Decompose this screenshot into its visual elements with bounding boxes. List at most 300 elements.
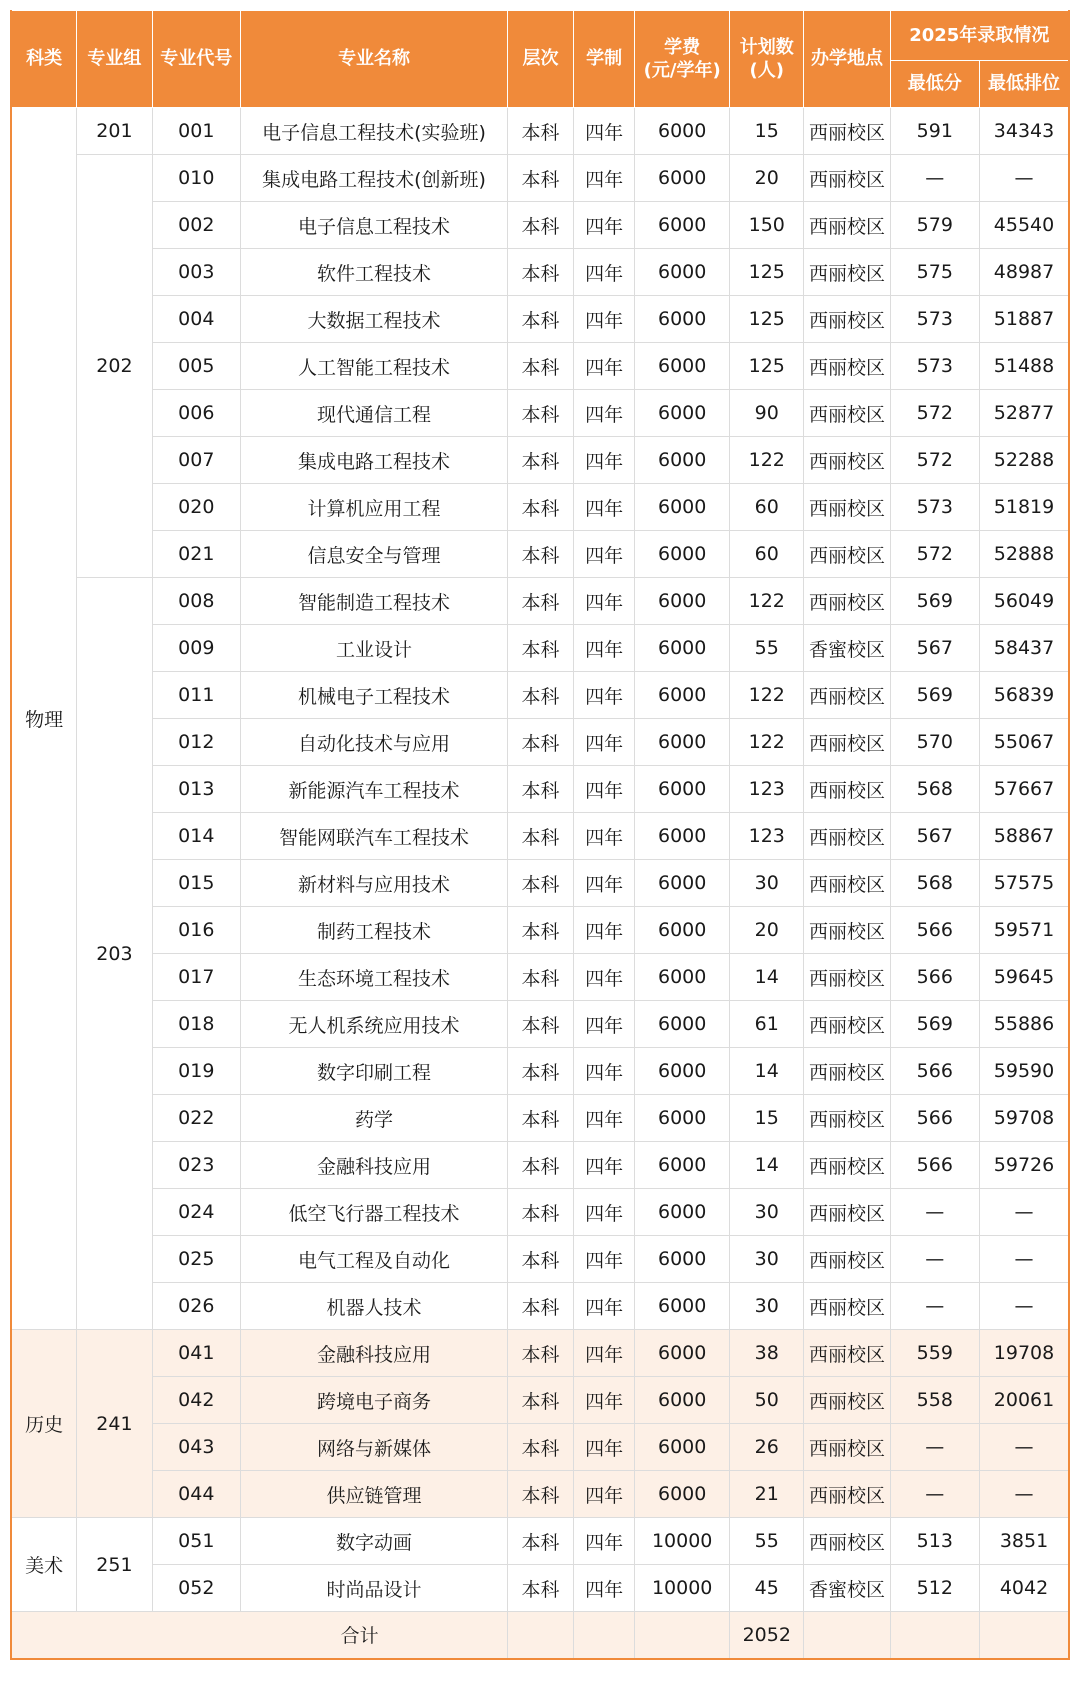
cell-name: 电气工程及自动化 — [240, 1236, 507, 1283]
cell-level: 本科 — [508, 1330, 574, 1377]
cell-group: 251 — [77, 1518, 152, 1612]
cell-code: 002 — [152, 202, 240, 249]
cell-plan: 30 — [730, 1236, 804, 1283]
cell-min-rank: 59726 — [980, 1142, 1069, 1189]
cell-campus: 西丽校区 — [804, 531, 890, 578]
cell-fee: 6000 — [635, 1142, 730, 1189]
cell-fee: 6000 — [635, 1001, 730, 1048]
cell-min-score: 512 — [890, 1565, 979, 1612]
cell-plan: 15 — [730, 1095, 804, 1142]
cell-fee: 6000 — [635, 1471, 730, 1518]
cell-code: 011 — [152, 672, 240, 719]
cell-code: 041 — [152, 1330, 240, 1377]
cell-level: 本科 — [508, 249, 574, 296]
cell-campus: 西丽校区 — [804, 155, 890, 202]
cell-plan: 45 — [730, 1565, 804, 1612]
cell-plan: 20 — [730, 155, 804, 202]
table-row — [11, 1471, 1069, 1518]
cell-code: 020 — [152, 484, 240, 531]
cell-code: 014 — [152, 813, 240, 860]
cell-campus: 西丽校区 — [804, 954, 890, 1001]
cell-level: 本科 — [508, 202, 574, 249]
cell-fee: 10000 — [635, 1518, 730, 1565]
cell-campus: 西丽校区 — [804, 1471, 890, 1518]
cell-min-score: 559 — [890, 1330, 979, 1377]
cell-level: 本科 — [508, 1283, 574, 1330]
cell-name: 新材料与应用技术 — [240, 860, 507, 907]
cell-name: 软件工程技术 — [240, 249, 507, 296]
header-name: 专业名称 — [240, 11, 507, 108]
cell-name: 跨境电子商务 — [240, 1377, 507, 1424]
cell-plan: 55 — [730, 1518, 804, 1565]
table-row — [11, 1283, 1069, 1330]
header-duration: 学制 — [573, 11, 634, 108]
cell-code: 007 — [152, 437, 240, 484]
cell-fee: 6000 — [635, 1048, 730, 1095]
cell-plan: 14 — [730, 954, 804, 1001]
cell-campus: 西丽校区 — [804, 860, 890, 907]
cell-level: 本科 — [508, 108, 574, 155]
cell-min-rank: 56049 — [980, 578, 1069, 625]
cell-min-score: 568 — [890, 860, 979, 907]
cell-min-rank: 59590 — [980, 1048, 1069, 1095]
cell-code: 019 — [152, 1048, 240, 1095]
cell-fee: 6000 — [635, 1189, 730, 1236]
table-row — [11, 1095, 1069, 1142]
cell-level: 本科 — [508, 343, 574, 390]
cell-plan: 122 — [730, 672, 804, 719]
table-row — [11, 625, 1069, 672]
header-code: 专业代号 — [152, 11, 240, 108]
table-row — [11, 484, 1069, 531]
cell-min-score: 566 — [890, 1048, 979, 1095]
cell-fee: 6000 — [635, 108, 730, 155]
cell-min-score: 575 — [890, 249, 979, 296]
cell-name: 低空飞行器工程技术 — [240, 1189, 507, 1236]
cell-subject: 物理 — [11, 108, 77, 1330]
total-level — [508, 1612, 574, 1659]
table-body — [11, 108, 1069, 1659]
cell-campus: 西丽校区 — [804, 202, 890, 249]
header-campus: 办学地点 — [804, 11, 890, 108]
total-fee — [635, 1612, 730, 1659]
table-row — [11, 155, 1069, 202]
cell-code: 051 — [152, 1518, 240, 1565]
admission-table — [10, 10, 1070, 1660]
cell-duration: 四年 — [573, 1001, 634, 1048]
cell-plan: 50 — [730, 1377, 804, 1424]
cell-name: 制药工程技术 — [240, 907, 507, 954]
cell-campus: 西丽校区 — [804, 1095, 890, 1142]
cell-min-rank: 56839 — [980, 672, 1069, 719]
header-plan: 计划数 (人) — [730, 11, 804, 108]
total-min-rank — [980, 1612, 1069, 1659]
cell-min-score: 569 — [890, 1001, 979, 1048]
cell-min-rank: 57667 — [980, 766, 1069, 813]
cell-min-score: 566 — [890, 954, 979, 1001]
cell-min-rank: 55067 — [980, 719, 1069, 766]
table-row — [11, 766, 1069, 813]
cell-name: 药学 — [240, 1095, 507, 1142]
cell-fee: 6000 — [635, 1330, 730, 1377]
cell-level: 本科 — [508, 625, 574, 672]
cell-campus: 西丽校区 — [804, 1001, 890, 1048]
table-row — [11, 1236, 1069, 1283]
cell-plan: 122 — [730, 437, 804, 484]
cell-level: 本科 — [508, 1095, 574, 1142]
cell-duration: 四年 — [573, 719, 634, 766]
cell-duration: 四年 — [573, 108, 634, 155]
cell-duration: 四年 — [573, 1565, 634, 1612]
cell-fee: 10000 — [635, 1565, 730, 1612]
cell-level: 本科 — [508, 484, 574, 531]
cell-min-score: 572 — [890, 437, 979, 484]
cell-code: 026 — [152, 1283, 240, 1330]
cell-campus: 西丽校区 — [804, 1142, 890, 1189]
cell-plan: 14 — [730, 1142, 804, 1189]
cell-code: 024 — [152, 1189, 240, 1236]
cell-level: 本科 — [508, 1518, 574, 1565]
table-row — [11, 907, 1069, 954]
cell-campus: 西丽校区 — [804, 484, 890, 531]
cell-name: 自动化技术与应用 — [240, 719, 507, 766]
total-label: 合计 — [11, 1612, 508, 1659]
cell-fee: 6000 — [635, 907, 730, 954]
cell-campus: 西丽校区 — [804, 1048, 890, 1095]
table-header — [11, 11, 1069, 108]
cell-level: 本科 — [508, 1471, 574, 1518]
cell-name: 智能网联汽车工程技术 — [240, 813, 507, 860]
cell-min-score: 579 — [890, 202, 979, 249]
table-row — [11, 578, 1069, 625]
table-row — [11, 343, 1069, 390]
cell-level: 本科 — [508, 1377, 574, 1424]
cell-code: 001 — [152, 108, 240, 155]
cell-min-rank: 55886 — [980, 1001, 1069, 1048]
cell-min-score: — — [890, 1283, 979, 1330]
table-row — [11, 108, 1069, 155]
cell-name: 数字动画 — [240, 1518, 507, 1565]
table-row — [11, 390, 1069, 437]
cell-campus: 西丽校区 — [804, 1424, 890, 1471]
cell-duration: 四年 — [573, 1048, 634, 1095]
cell-fee: 6000 — [635, 296, 730, 343]
cell-campus: 西丽校区 — [804, 578, 890, 625]
header-min-score: 最低分 — [890, 61, 979, 108]
table-row — [11, 1565, 1069, 1612]
cell-min-rank: 20061 — [980, 1377, 1069, 1424]
cell-name: 无人机系统应用技术 — [240, 1001, 507, 1048]
cell-min-rank: 59571 — [980, 907, 1069, 954]
cell-plan: 21 — [730, 1471, 804, 1518]
table-row — [11, 202, 1069, 249]
cell-code: 043 — [152, 1424, 240, 1471]
cell-campus: 西丽校区 — [804, 1189, 890, 1236]
cell-subject: 美术 — [11, 1518, 77, 1612]
cell-level: 本科 — [508, 766, 574, 813]
table-row — [11, 296, 1069, 343]
cell-fee: 6000 — [635, 954, 730, 1001]
cell-name: 计算机应用工程 — [240, 484, 507, 531]
cell-code: 025 — [152, 1236, 240, 1283]
cell-min-rank: 58437 — [980, 625, 1069, 672]
cell-min-rank: 51488 — [980, 343, 1069, 390]
cell-plan: 90 — [730, 390, 804, 437]
cell-campus: 西丽校区 — [804, 437, 890, 484]
cell-name: 金融科技应用 — [240, 1142, 507, 1189]
cell-fee: 6000 — [635, 766, 730, 813]
cell-plan: 15 — [730, 108, 804, 155]
cell-plan: 30 — [730, 860, 804, 907]
cell-level: 本科 — [508, 719, 574, 766]
cell-duration: 四年 — [573, 1189, 634, 1236]
total-duration — [573, 1612, 634, 1659]
cell-fee: 6000 — [635, 813, 730, 860]
cell-min-score: 570 — [890, 719, 979, 766]
cell-plan: 20 — [730, 907, 804, 954]
cell-duration: 四年 — [573, 437, 634, 484]
cell-name: 工业设计 — [240, 625, 507, 672]
cell-min-score: 569 — [890, 578, 979, 625]
cell-duration: 四年 — [573, 390, 634, 437]
cell-duration: 四年 — [573, 249, 634, 296]
cell-min-rank: 51819 — [980, 484, 1069, 531]
cell-name: 网络与新媒体 — [240, 1424, 507, 1471]
cell-min-rank: 48987 — [980, 249, 1069, 296]
cell-plan: 123 — [730, 813, 804, 860]
table-row — [11, 1189, 1069, 1236]
cell-code: 016 — [152, 907, 240, 954]
cell-name: 生态环境工程技术 — [240, 954, 507, 1001]
cell-campus: 西丽校区 — [804, 907, 890, 954]
cell-code: 010 — [152, 155, 240, 202]
cell-campus: 西丽校区 — [804, 719, 890, 766]
header-group: 专业组 — [77, 11, 152, 108]
cell-min-rank: 52888 — [980, 531, 1069, 578]
cell-campus: 西丽校区 — [804, 343, 890, 390]
cell-name: 时尚品设计 — [240, 1565, 507, 1612]
cell-min-rank: — — [980, 1189, 1069, 1236]
cell-duration: 四年 — [573, 484, 634, 531]
admission-table-container — [10, 10, 1070, 1660]
cell-plan: 60 — [730, 484, 804, 531]
cell-code: 009 — [152, 625, 240, 672]
cell-level: 本科 — [508, 390, 574, 437]
cell-min-rank: 59645 — [980, 954, 1069, 1001]
table-row — [11, 437, 1069, 484]
cell-duration: 四年 — [573, 1283, 634, 1330]
cell-plan: 38 — [730, 1330, 804, 1377]
cell-group: 241 — [77, 1330, 152, 1518]
header-min-rank: 最低排位 — [980, 61, 1069, 108]
cell-code: 022 — [152, 1095, 240, 1142]
cell-code: 021 — [152, 531, 240, 578]
cell-min-rank: — — [980, 155, 1069, 202]
cell-duration: 四年 — [573, 531, 634, 578]
cell-level: 本科 — [508, 437, 574, 484]
cell-fee: 6000 — [635, 578, 730, 625]
cell-name: 集成电路工程技术 — [240, 437, 507, 484]
table-row — [11, 1424, 1069, 1471]
cell-level: 本科 — [508, 860, 574, 907]
cell-duration: 四年 — [573, 860, 634, 907]
cell-code: 006 — [152, 390, 240, 437]
cell-campus: 西丽校区 — [804, 672, 890, 719]
cell-duration: 四年 — [573, 1424, 634, 1471]
cell-duration: 四年 — [573, 1471, 634, 1518]
header-subject: 科类 — [11, 11, 77, 108]
cell-plan: 122 — [730, 719, 804, 766]
cell-fee: 6000 — [635, 1236, 730, 1283]
cell-code: 042 — [152, 1377, 240, 1424]
cell-name: 集成电路工程技术(创新班) — [240, 155, 507, 202]
cell-name: 机械电子工程技术 — [240, 672, 507, 719]
cell-min-rank: 19708 — [980, 1330, 1069, 1377]
cell-min-rank: 51887 — [980, 296, 1069, 343]
cell-plan: 30 — [730, 1283, 804, 1330]
total-plan: 2052 — [730, 1612, 804, 1659]
table-row — [11, 1142, 1069, 1189]
cell-campus: 香蜜校区 — [804, 1565, 890, 1612]
cell-level: 本科 — [508, 155, 574, 202]
cell-duration: 四年 — [573, 1236, 634, 1283]
cell-campus: 西丽校区 — [804, 1330, 890, 1377]
table-row — [11, 249, 1069, 296]
cell-fee: 6000 — [635, 1095, 730, 1142]
cell-campus: 香蜜校区 — [804, 625, 890, 672]
cell-campus: 西丽校区 — [804, 249, 890, 296]
cell-code: 052 — [152, 1565, 240, 1612]
cell-min-rank: 3851 — [980, 1518, 1069, 1565]
cell-min-rank: — — [980, 1471, 1069, 1518]
cell-min-rank: 34343 — [980, 108, 1069, 155]
cell-duration: 四年 — [573, 155, 634, 202]
total-campus — [804, 1612, 890, 1659]
cell-group: 202 — [77, 155, 152, 578]
table-row — [11, 1377, 1069, 1424]
header-level: 层次 — [508, 11, 574, 108]
header-admission: 2025年录取情况 — [890, 11, 1069, 61]
cell-campus: 西丽校区 — [804, 766, 890, 813]
cell-fee: 6000 — [635, 249, 730, 296]
cell-plan: 125 — [730, 296, 804, 343]
cell-code: 013 — [152, 766, 240, 813]
cell-plan: 26 — [730, 1424, 804, 1471]
cell-campus: 西丽校区 — [804, 1377, 890, 1424]
cell-min-score: 566 — [890, 1095, 979, 1142]
cell-duration: 四年 — [573, 578, 634, 625]
cell-code: 003 — [152, 249, 240, 296]
header-fee: 学费 (元/学年) — [635, 11, 730, 108]
cell-duration: 四年 — [573, 1330, 634, 1377]
cell-name: 现代通信工程 — [240, 390, 507, 437]
cell-fee: 6000 — [635, 1283, 730, 1330]
cell-fee: 6000 — [635, 531, 730, 578]
cell-name: 电子信息工程技术 — [240, 202, 507, 249]
cell-level: 本科 — [508, 1048, 574, 1095]
cell-plan: 55 — [730, 625, 804, 672]
cell-fee: 6000 — [635, 625, 730, 672]
cell-level: 本科 — [508, 1142, 574, 1189]
cell-min-score: — — [890, 1471, 979, 1518]
total-min-score — [890, 1612, 979, 1659]
cell-name: 智能制造工程技术 — [240, 578, 507, 625]
cell-duration: 四年 — [573, 954, 634, 1001]
cell-code: 004 — [152, 296, 240, 343]
cell-level: 本科 — [508, 1424, 574, 1471]
cell-fee: 6000 — [635, 719, 730, 766]
cell-level: 本科 — [508, 578, 574, 625]
cell-min-rank: 59708 — [980, 1095, 1069, 1142]
cell-min-score: 567 — [890, 625, 979, 672]
cell-min-score: 573 — [890, 296, 979, 343]
cell-min-score: — — [890, 1189, 979, 1236]
cell-level: 本科 — [508, 1189, 574, 1236]
cell-level: 本科 — [508, 296, 574, 343]
cell-duration: 四年 — [573, 1377, 634, 1424]
cell-duration: 四年 — [573, 625, 634, 672]
cell-code: 015 — [152, 860, 240, 907]
cell-subject: 历史 — [11, 1330, 77, 1518]
cell-name: 人工智能工程技术 — [240, 343, 507, 390]
cell-min-score: 569 — [890, 672, 979, 719]
cell-code: 008 — [152, 578, 240, 625]
cell-duration: 四年 — [573, 296, 634, 343]
cell-name: 电子信息工程技术(实验班) — [240, 108, 507, 155]
cell-campus: 西丽校区 — [804, 813, 890, 860]
cell-level: 本科 — [508, 813, 574, 860]
cell-duration: 四年 — [573, 202, 634, 249]
cell-plan: 123 — [730, 766, 804, 813]
cell-plan: 60 — [730, 531, 804, 578]
cell-code: 023 — [152, 1142, 240, 1189]
cell-code: 017 — [152, 954, 240, 1001]
cell-min-rank: — — [980, 1236, 1069, 1283]
cell-fee: 6000 — [635, 155, 730, 202]
cell-fee: 6000 — [635, 343, 730, 390]
cell-fee: 6000 — [635, 1377, 730, 1424]
cell-group: 201 — [77, 108, 152, 155]
cell-code: 018 — [152, 1001, 240, 1048]
cell-campus: 西丽校区 — [804, 390, 890, 437]
cell-name: 供应链管理 — [240, 1471, 507, 1518]
cell-fee: 6000 — [635, 390, 730, 437]
cell-min-score: 566 — [890, 1142, 979, 1189]
cell-min-rank: 4042 — [980, 1565, 1069, 1612]
cell-name: 大数据工程技术 — [240, 296, 507, 343]
cell-level: 本科 — [508, 1236, 574, 1283]
cell-fee: 6000 — [635, 484, 730, 531]
cell-min-score: 566 — [890, 907, 979, 954]
cell-min-rank: — — [980, 1424, 1069, 1471]
cell-plan: 14 — [730, 1048, 804, 1095]
cell-min-score: 567 — [890, 813, 979, 860]
cell-fee: 6000 — [635, 672, 730, 719]
cell-duration: 四年 — [573, 813, 634, 860]
cell-min-rank: 45540 — [980, 202, 1069, 249]
cell-duration: 四年 — [573, 672, 634, 719]
table-row — [11, 531, 1069, 578]
cell-min-score: 573 — [890, 343, 979, 390]
cell-min-score: 572 — [890, 531, 979, 578]
cell-level: 本科 — [508, 954, 574, 1001]
cell-min-score: 591 — [890, 108, 979, 155]
cell-min-score: 572 — [890, 390, 979, 437]
cell-name: 信息安全与管理 — [240, 531, 507, 578]
cell-min-score: 568 — [890, 766, 979, 813]
cell-code: 044 — [152, 1471, 240, 1518]
cell-min-rank: — — [980, 1283, 1069, 1330]
